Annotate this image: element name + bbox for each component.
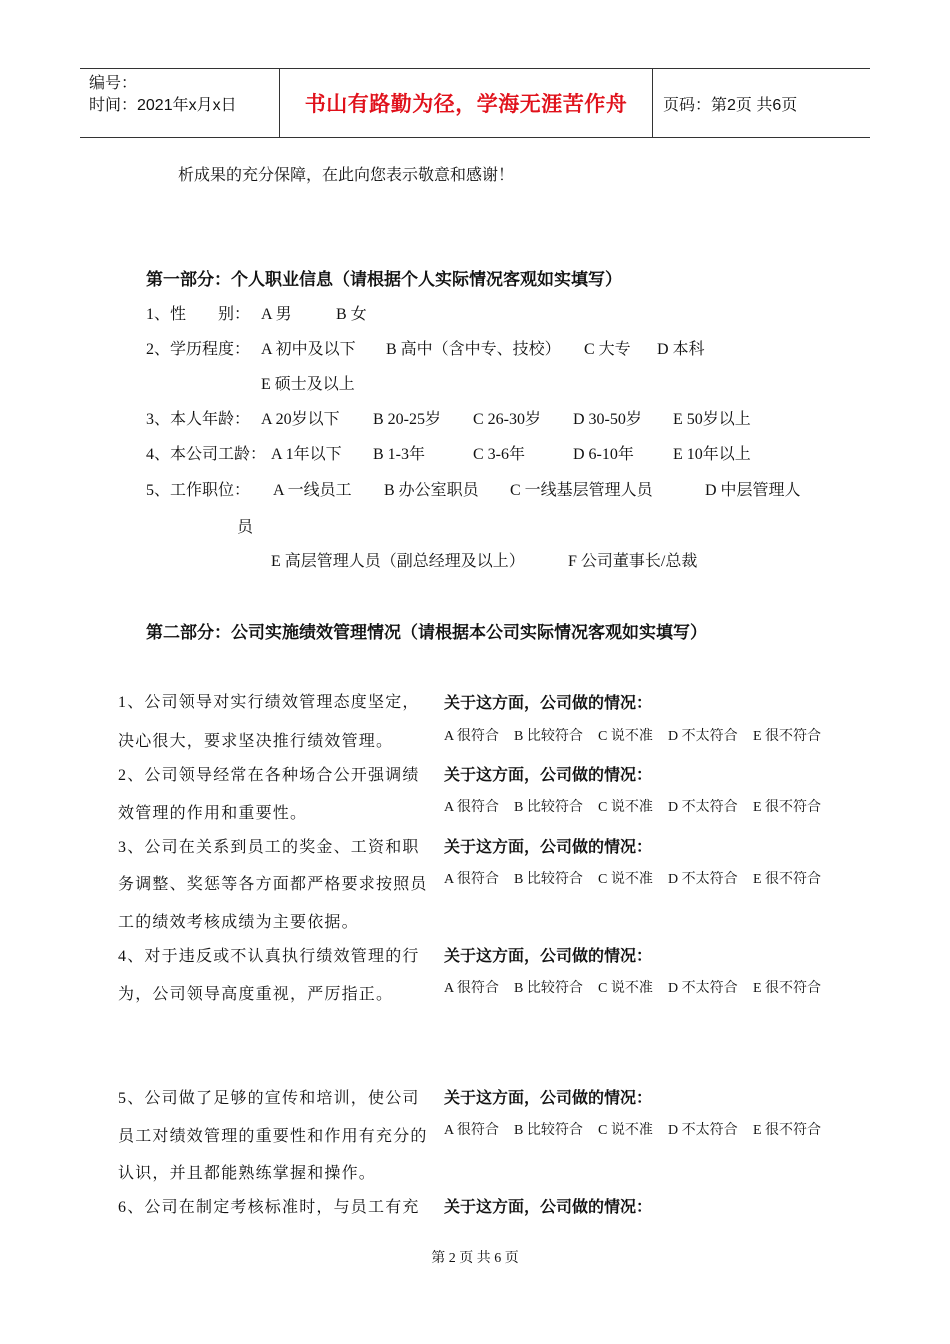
p2-q6-response-title: 关于这方面，公司做的情况：	[444, 1199, 653, 1216]
page-header	[80, 68, 870, 138]
q1-label: 1、性 别：	[146, 306, 251, 323]
option-b: B 比较符合	[514, 800, 583, 815]
part1-title: 第一部分：个人职业信息（请根据个人实际情况客观如实填写）	[146, 270, 622, 289]
p2-q2-line1: 2、公司领导经常在各种场合公开强调绩	[118, 767, 420, 784]
p2-q1-line1: 1、公司领导对实行绩效管理态度坚定，	[118, 694, 420, 711]
q2-option-e: E 硕士及以上	[261, 376, 355, 393]
p2-q2-response-options	[444, 796, 821, 816]
q1-option-a: A 男	[261, 306, 292, 323]
p2-q2-line2: 效管理的作用和重要性。	[118, 805, 308, 822]
p2-q3-line1: 3、公司在关系到员工的奖金、工资和职	[118, 839, 420, 856]
q4-option-e: E 10年以上	[673, 446, 751, 463]
q5-option-a: A 一线员工	[273, 482, 352, 499]
p2-q1-response-options	[444, 725, 821, 745]
page-footer: 第 2 页 共 6 页	[431, 1251, 519, 1266]
part2-title: 第二部分：公司实施绩效管理情况（请根据本公司实际情况客观如实填写）	[146, 623, 707, 642]
q3-option-a: A 20岁以下	[261, 411, 340, 428]
option-c: C 说不准	[598, 800, 653, 815]
option-d: D 不太符合	[668, 800, 738, 815]
option-b: B 比较符合	[514, 1123, 583, 1138]
q2-option-a: A 初中及以下	[261, 341, 356, 358]
q3-option-c: C 26-30岁	[473, 411, 542, 428]
q5-option-f: F 公司董事长/总裁	[568, 553, 698, 570]
header-meta	[80, 69, 280, 137]
document-time: 时间：2021年x月x日	[89, 97, 237, 114]
p2-q5-response-options	[444, 1119, 821, 1139]
option-e: E 很不符合	[753, 872, 822, 887]
q2-option-b: B 高中（含中专、技校）	[386, 341, 561, 358]
p2-q1-response-title: 关于这方面，公司做的情况：	[444, 695, 653, 712]
option-c: C 说不准	[598, 981, 653, 996]
document-number-label: 编号：	[89, 75, 138, 92]
p2-q3-response-options	[444, 868, 821, 888]
p2-q5-line2: 员工对绩效管理的重要性和作用有充分的	[118, 1128, 428, 1145]
option-b: B 比较符合	[514, 729, 583, 744]
q2-option-d: D 本科	[657, 341, 705, 358]
option-a: A 很符合	[444, 872, 499, 887]
p2-q3-line3: 工的绩效考核成绩为主要依据。	[118, 914, 359, 931]
p2-q4-response-options	[444, 977, 821, 997]
p2-q4-line1: 4、对于违反或不认真执行绩效管理的行	[118, 948, 420, 965]
q5-option-b: B 办公室职员	[384, 482, 479, 499]
q1-option-b: B 女	[336, 306, 367, 323]
p2-q6-line1: 6、公司在制定考核标准时，与员工有充	[118, 1199, 420, 1216]
p2-q4-line2: 为，公司领导高度重视，严厉指正。	[118, 986, 394, 1003]
q2-option-c: C 大专	[584, 341, 631, 358]
q4-option-a: A 1年以下	[271, 446, 342, 463]
option-d: D 不太符合	[668, 1123, 738, 1138]
q5-option-c: C 一线基层管理人员	[510, 482, 653, 499]
p2-q2-response-title: 关于这方面，公司做的情况：	[444, 767, 653, 784]
q3-option-d: D 30-50岁	[573, 411, 642, 428]
option-a: A 很符合	[444, 1123, 499, 1138]
option-c: C 说不准	[598, 872, 653, 887]
option-d: D 不太符合	[668, 981, 738, 996]
p2-q3-response-title: 关于这方面，公司做的情况：	[444, 839, 653, 856]
option-e: E 很不符合	[753, 800, 822, 815]
intro-text: 析成果的充分保障，在此向您表示敬意和感谢！	[178, 167, 515, 184]
option-a: A 很符合	[444, 981, 499, 996]
q4-option-b: B 1-3年	[373, 446, 426, 463]
option-c: C 说不准	[598, 729, 653, 744]
p2-q5-line3: 认识，并且都能熟练掌握和操作。	[118, 1165, 377, 1182]
p2-q5-line1: 5、公司做了足够的宣传和培训，使公司	[118, 1090, 420, 1107]
option-b: B 比较符合	[514, 872, 583, 887]
p2-q3-line2: 务调整、奖惩等各方面都严格要求按照员	[118, 876, 428, 893]
option-a: A 很符合	[444, 729, 499, 744]
option-d: D 不太符合	[668, 729, 738, 744]
q4-option-c: C 3-6年	[473, 446, 526, 463]
p2-q4-response-title: 关于这方面，公司做的情况：	[444, 948, 653, 965]
header-page-info: 页码：第2页 共6页	[663, 96, 798, 114]
q2-label: 2、学历程度：	[146, 341, 251, 358]
option-d: D 不太符合	[668, 872, 738, 887]
q5-label: 5、工作职位：	[146, 482, 251, 499]
p2-q1-line2: 决心很大，要求坚决推行绩效管理。	[118, 733, 394, 750]
q4-label: 4、本公司工龄：	[146, 446, 267, 463]
q5-option-d-wrap: 员	[237, 519, 254, 536]
option-c: C 说不准	[598, 1123, 653, 1138]
option-e: E 很不符合	[753, 1123, 822, 1138]
q3-option-e: E 50岁以上	[673, 411, 751, 428]
q5-option-e: E 高层管理人员（副总经理及以上）	[271, 553, 525, 570]
q3-option-b: B 20-25岁	[373, 411, 442, 428]
header-motto: 书山有路勤为径，学海无涯苦作舟	[280, 69, 653, 137]
option-b: B 比较符合	[514, 981, 583, 996]
p2-q5-response-title: 关于这方面，公司做的情况：	[444, 1090, 653, 1107]
q3-label: 3、本人年龄：	[146, 411, 251, 428]
option-e: E 很不符合	[753, 981, 822, 996]
option-e: E 很不符合	[753, 729, 822, 744]
q5-option-d: D 中层管理人	[705, 482, 801, 499]
option-a: A 很符合	[444, 800, 499, 815]
q4-option-d: D 6-10年	[573, 446, 634, 463]
